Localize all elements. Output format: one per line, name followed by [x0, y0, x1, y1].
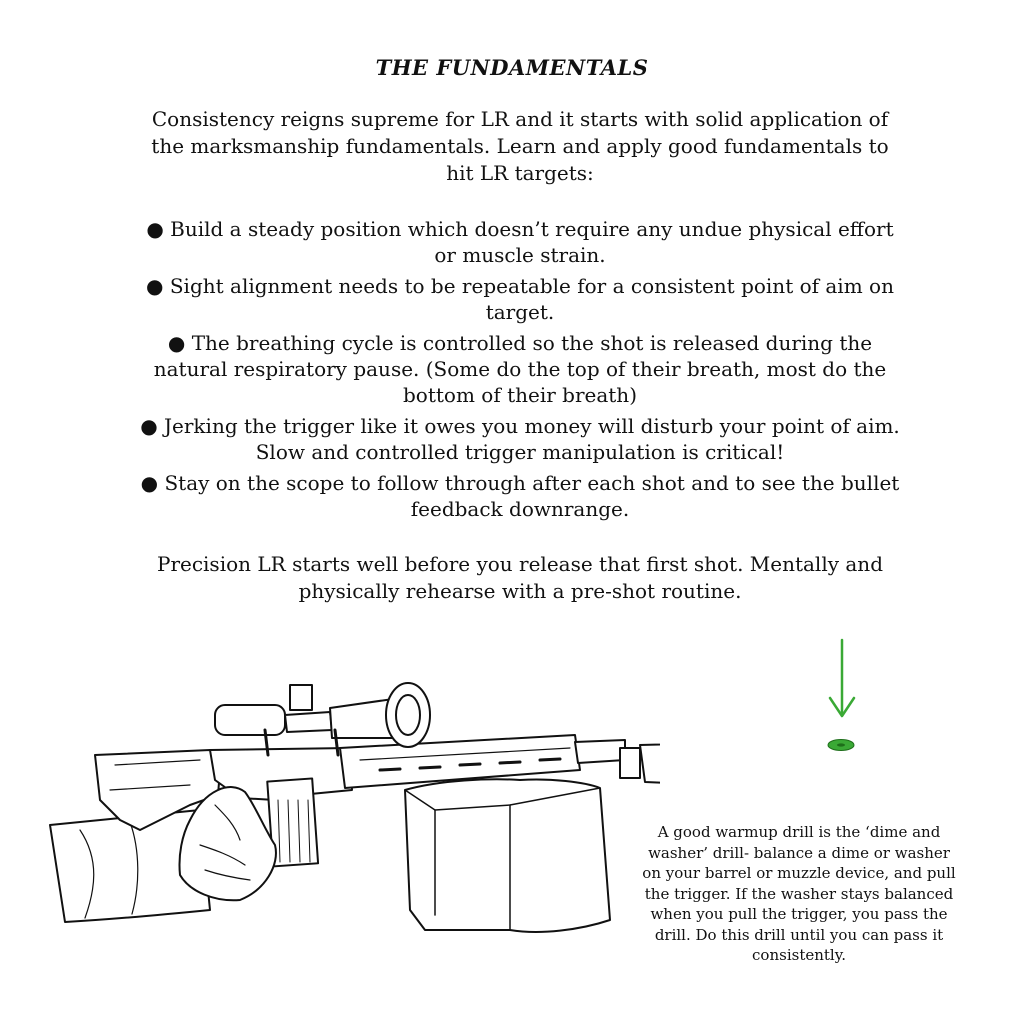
list-item: ● Sight alignment needs to be repeatable for a consistent point of aim on target. — [146, 274, 894, 324]
drill-caption: A good warmup drill is the ‘dime and washer’ drill- balance a dime or washer on your barrel or muzzle device, and pull the trigger. If the washer stays balanced when you pull the trigger, you pass the drill. Do this drill until you can pass it consistently. — [642, 823, 956, 964]
rifle-barrel — [575, 740, 625, 763]
outro-paragraph: Precision LR starts well before you release that first shot. Mentally and physically rehearse with a pre-shot routine. — [156, 552, 883, 603]
washer-icon — [826, 738, 856, 752]
down-arrow-icon — [820, 638, 864, 728]
fundamentals-list — [140, 216, 900, 527]
intro-paragraph: Consistency reigns supreme for LR and it starts with solid application of the marksmanship fundamentals. Learn and apply good fundamentals to hit LR targets: — [151, 107, 889, 185]
rifle-scope — [215, 683, 430, 755]
list-item: ● Stay on the scope to follow through after each shot and to see the bullet feedback downrange. — [140, 471, 900, 521]
sandbag — [405, 779, 610, 932]
list-item: ● Build a steady position which doesn’t require any undue physical effort or muscle strain. — [146, 217, 894, 267]
list-item: ● The breathing cycle is controlled so the shot is released during the natural respiratory pause. (Some do the top of their breath, most do the bottom of their breath) — [153, 331, 887, 407]
rifle-illustration — [40, 630, 660, 970]
list-item: ● Jerking the trigger like it owes you money will disturb your point of aim. Slow and controlled trigger manipulation is critical! — [140, 414, 900, 464]
page-title: THE FUNDAMENTALS — [375, 55, 649, 80]
suppressor — [620, 740, 660, 790]
